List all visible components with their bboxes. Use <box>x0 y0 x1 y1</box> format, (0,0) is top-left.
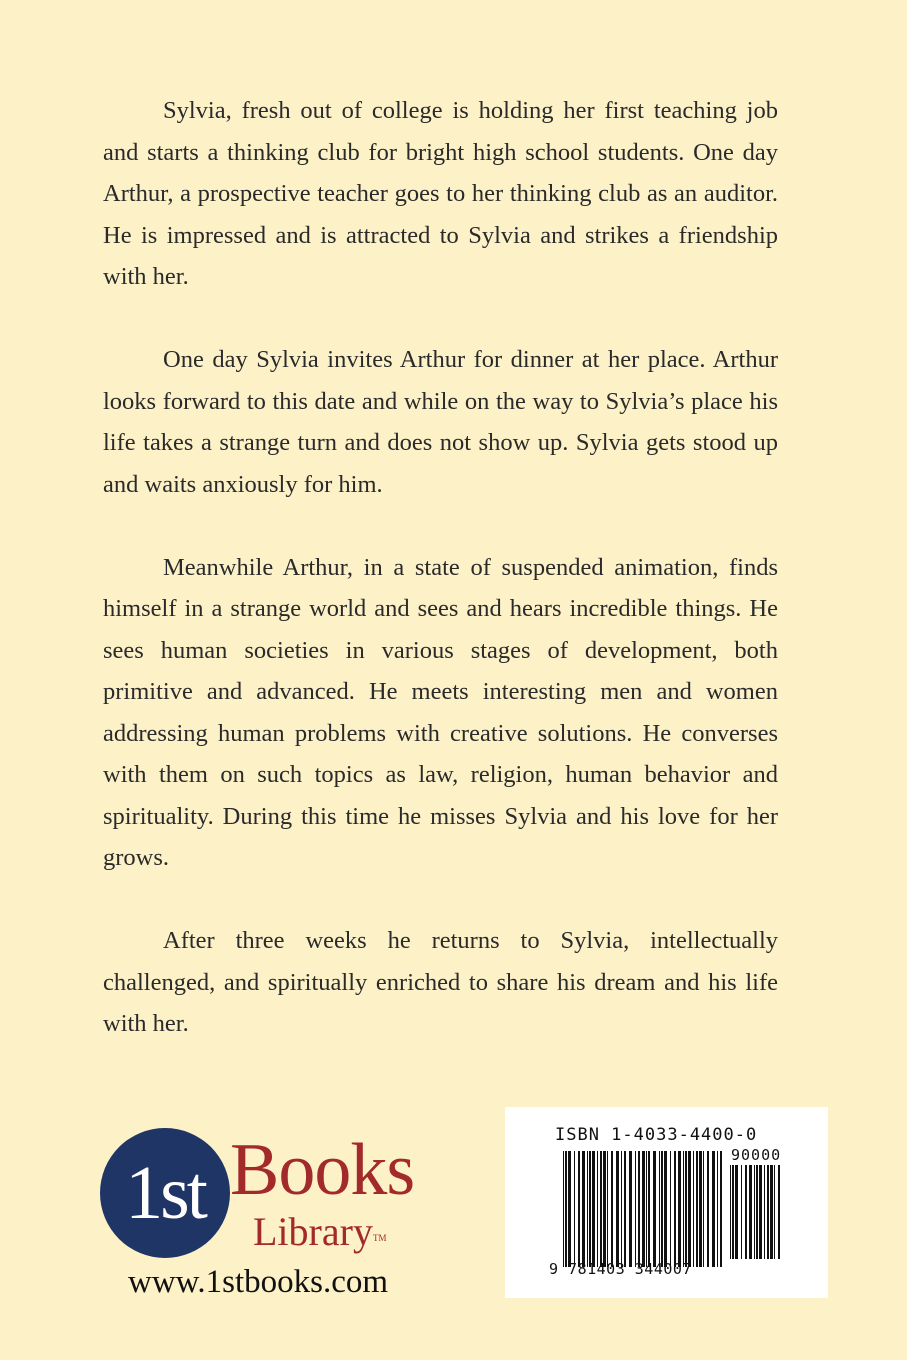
logo-circle: 1st <box>100 1128 230 1258</box>
logo-books-text: Books <box>230 1129 415 1211</box>
ean-digits: 9 781403 344007 <box>549 1260 692 1278</box>
barcode-box <box>505 1107 828 1298</box>
blurb-paragraph-3: Meanwhile Arthur, in a state of suspended animation, finds himself in a strange world and sees and hears incredible things. He sees human societies in various stages of development, both primitive and advanced. He meets interesting men and women addressing human problems with creative solutions. He converses with them on such topics as law, religion, human behavior and spirituality. During this time he misses Sylvia and his love for her grows. <box>103 553 778 871</box>
logo-trademark: TM <box>372 1233 387 1243</box>
isbn-text: ISBN 1-4033-4400-0 <box>555 1125 758 1145</box>
price-code: 90000 <box>731 1146 782 1164</box>
blurb-paragraph-1: Sylvia, fresh out of college is holding her first teaching job and starts a thinking club for bright high school students. One day Arthur, a prospective teacher goes to her thinking club as an auditor. He is impressed and is attracted to Sylvia and strikes a friendship with her. <box>103 97 778 290</box>
blurb-paragraph-4: After three weeks he returns to Sylvia, intellectually challenged, and spiritually enriched to share his dream and his life with her. <box>103 927 778 1037</box>
blurb-text <box>103 90 778 1086</box>
publisher-website: www.1stbooks.com <box>128 1264 389 1300</box>
logo-library-label: Library <box>253 1209 373 1254</box>
publisher-logo <box>100 1128 440 1268</box>
blurb-paragraph-2: One day Sylvia invites Arthur for dinner at her place. Arthur looks forward to this date and while on the way to Sylvia’s place his life takes a strange turn and does not show up. Sylvia gets stood up and waits anxiously for him. <box>103 346 778 498</box>
logo-library-text <box>253 1208 386 1256</box>
